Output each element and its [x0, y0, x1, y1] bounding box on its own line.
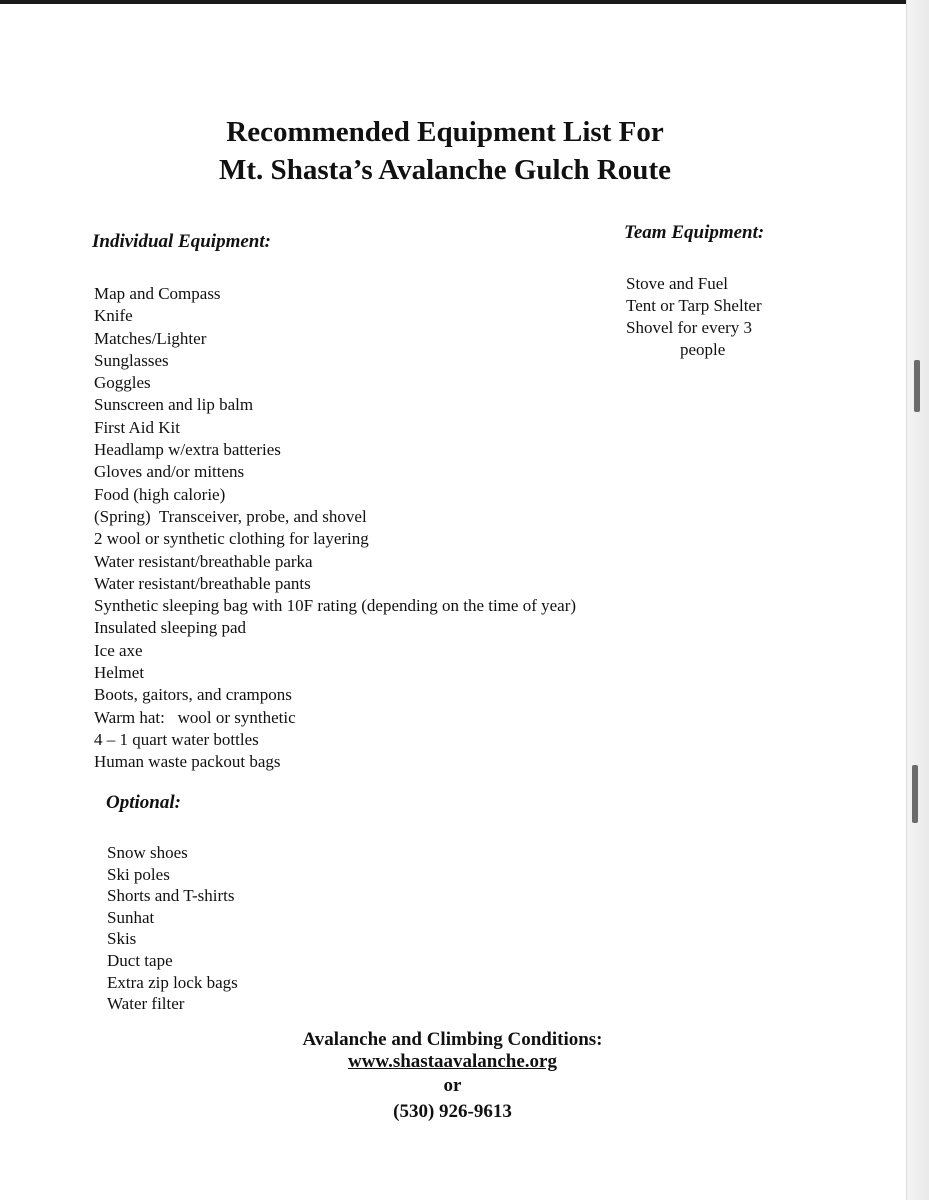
list-item: Water resistant/breathable pants	[94, 573, 311, 593]
list-item: Stove and Fuel	[626, 274, 728, 293]
list-item: First Aid Kit	[94, 417, 180, 437]
list-item: Human waste packout bags	[94, 752, 281, 772]
or-separator: or	[443, 1075, 462, 1096]
list-item: Boots, gaitors, and crampons	[94, 685, 292, 705]
list-item: Warm hat: wool or synthetic	[94, 707, 296, 727]
list-item: Shorts and T-shirts	[107, 886, 235, 906]
list-item: Matches/Lighter	[94, 328, 207, 348]
list-item-continuation: people	[680, 340, 726, 359]
list-item: Shovel for every 3	[626, 318, 753, 337]
individual-equipment-list	[94, 283, 576, 774]
binder-hole-mark	[912, 765, 918, 823]
list-item: Ice axe	[94, 640, 143, 660]
list-item: Water resistant/breathable parka	[94, 551, 313, 571]
list-item: Ski poles	[107, 864, 170, 884]
list-item: Knife	[94, 306, 133, 326]
title-line-1: Recommended Equipment List For	[226, 116, 664, 148]
list-item: Map and Compass	[94, 284, 221, 303]
list-item: Sunscreen and lip balm	[94, 395, 254, 415]
title-line-2: Mt. Shasta’s Avalanche Gulch Route	[219, 154, 671, 186]
list-item: Insulated sleeping pad	[94, 618, 247, 638]
list-item: Tent or Tarp Shelter	[626, 296, 762, 315]
list-item: Synthetic sleeping bag with 10F rating (depending on the time of year)	[94, 596, 577, 616]
list-item: 2 wool or synthetic clothing for layering	[94, 529, 369, 549]
optional-heading: Optional:	[106, 792, 181, 813]
list-item: Gloves and/or mittens	[94, 462, 245, 482]
team-equipment-list	[626, 273, 762, 361]
website-link[interactable]: www.shastaavalanche.org	[347, 1051, 557, 1072]
list-item: Sunglasses	[94, 350, 169, 370]
list-item: Water filter	[107, 994, 185, 1014]
list-item: Duct tape	[107, 950, 173, 970]
phone-number: (530) 926-9613	[393, 1101, 512, 1122]
conditions-heading: Avalanche and Climbing Conditions:	[302, 1029, 603, 1050]
team-equipment-heading: Team Equipment:	[624, 222, 765, 243]
conditions-contact-block	[0, 1029, 905, 1123]
binder-hole-mark	[914, 360, 920, 412]
individual-equipment-heading: Individual Equipment:	[92, 231, 271, 252]
optional-equipment-list	[107, 842, 238, 1015]
list-item: Skis	[107, 929, 137, 949]
scan-right-margin	[906, 0, 929, 1200]
scan-top-edge	[0, 0, 929, 4]
list-item: Headlamp w/extra batteries	[94, 440, 281, 460]
list-item: Food (high calorie)	[94, 484, 226, 504]
list-item: Helmet	[94, 663, 145, 683]
list-item: 4 – 1 quart water bottles	[94, 729, 259, 749]
page-title	[0, 113, 890, 189]
list-item: Snow shoes	[107, 843, 188, 862]
list-item: (Spring) Transceiver, probe, and shovel	[94, 506, 367, 526]
list-item: Goggles	[94, 373, 151, 393]
list-item: Extra zip lock bags	[107, 972, 238, 992]
list-item: Sunhat	[107, 907, 155, 927]
